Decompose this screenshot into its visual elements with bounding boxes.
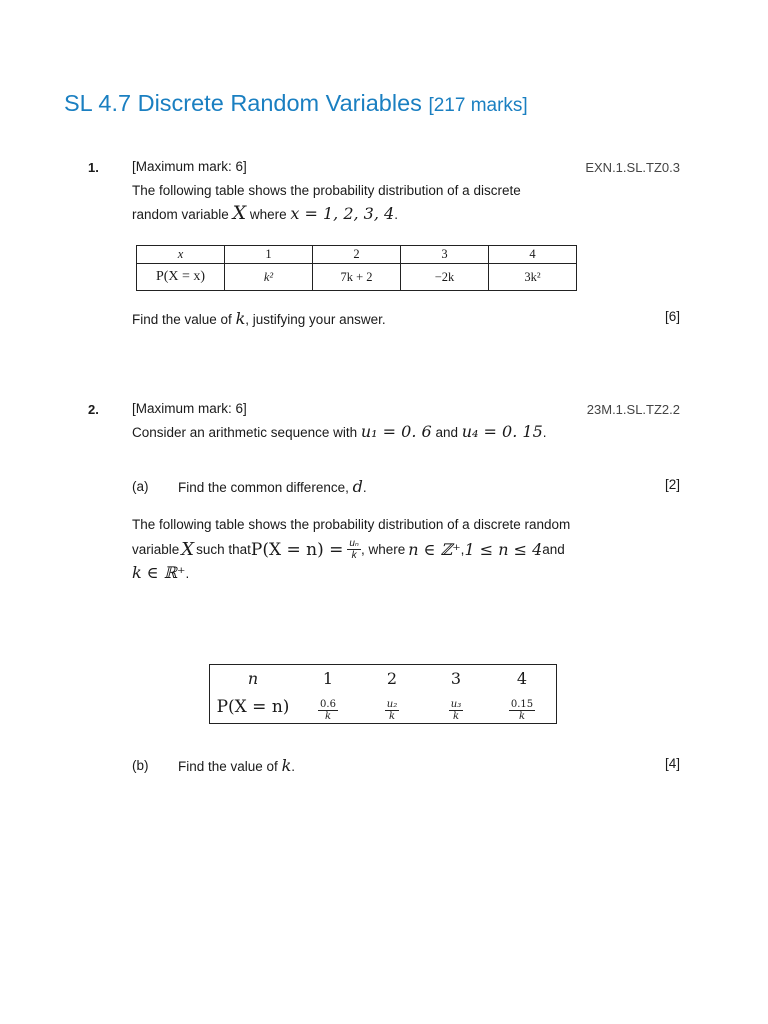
- fraction-numerator: u₃: [450, 699, 462, 710]
- table-cell: [360, 691, 424, 724]
- page-title: [64, 90, 528, 117]
- part-b-end: .: [291, 759, 296, 774]
- q2-para-comma: ,: [460, 541, 465, 557]
- table-cell: 2: [386, 668, 398, 688]
- q1-line2-end: .: [394, 207, 398, 222]
- part-a-prefix: Find the common difference,: [178, 480, 353, 495]
- table-row: [210, 691, 557, 724]
- q2-para-and: and: [542, 541, 565, 557]
- cell-fraction: [385, 699, 399, 722]
- q1-line2-mid: where: [246, 207, 291, 222]
- table-row: [137, 264, 577, 291]
- q2-intro-end: .: [542, 425, 547, 440]
- q1-task-var: k: [235, 309, 246, 328]
- table-cell: 7k + 2: [313, 264, 401, 291]
- q1-task-prefix: Find the value of: [132, 312, 236, 327]
- part-a-label: (a): [132, 479, 149, 494]
- question-1-number: 1.: [88, 160, 99, 175]
- fraction-numerator: u₂: [386, 699, 398, 710]
- q2-u1: u₁ = 0. 6: [360, 422, 432, 441]
- q2-para-mid: such that: [196, 541, 251, 557]
- title-main: SL 4.7 Discrete Random Variables: [64, 90, 422, 116]
- table-cell: 1: [322, 668, 334, 688]
- part-b-var: k: [281, 756, 292, 775]
- q2-k-condition: k ∈ ℝ⁺: [132, 563, 186, 582]
- question-2-number: 2.: [88, 402, 99, 417]
- q2-intro-and: and: [431, 425, 462, 440]
- question-1-line2: [132, 203, 398, 225]
- table-row: [210, 665, 557, 692]
- question-2-code: 23M.1.SL.TZ2.2: [586, 402, 680, 417]
- question-2-intro: [132, 422, 547, 443]
- q2-intro-prefix: Consider an arithmetic sequence with: [132, 425, 361, 440]
- question-1-line1: The following table shows the probability distribution of a discrete: [132, 183, 521, 198]
- fraction-numerator: 0.15: [510, 699, 534, 710]
- table-cell: P(X = x): [137, 264, 225, 291]
- table-cell: [488, 691, 557, 724]
- fraction-denominator: k: [388, 711, 396, 722]
- cell-fraction: [449, 699, 463, 722]
- q1-line2-prefix: random variable: [132, 207, 233, 222]
- part-a-marks: [2]: [664, 477, 680, 492]
- table-cell: 4: [489, 246, 577, 264]
- q2-para-line1: The following table shows the probability distribution of a discrete random: [132, 517, 571, 532]
- q2-u4: u₄ = 0. 15: [461, 422, 543, 441]
- q2-para-line3: [132, 563, 189, 584]
- part-a-question: [178, 477, 367, 498]
- table-cell: −2k: [401, 264, 489, 291]
- title-marks: [217 marks]: [428, 95, 528, 116]
- table-cell: 1: [225, 246, 313, 264]
- q2-distribution-table: [209, 664, 557, 724]
- part-b-prefix: Find the value of: [178, 759, 282, 774]
- table-cell: n: [247, 668, 259, 688]
- fraction-denominator: k: [324, 711, 332, 722]
- table-cell: 4: [516, 668, 528, 688]
- table-cell: P(X = n): [216, 697, 290, 717]
- table-cell: x: [137, 246, 225, 264]
- q2-para-var: X: [181, 538, 195, 560]
- fraction-numerator: uₙ: [349, 538, 359, 549]
- fraction-denominator: k: [518, 711, 526, 722]
- part-b-label: (b): [132, 758, 149, 773]
- table-cell: [424, 691, 488, 724]
- table-cell: 3: [450, 668, 462, 688]
- q2-para-fraction: [347, 538, 361, 561]
- cell-fraction: [509, 699, 535, 722]
- table-cell: 3: [401, 246, 489, 264]
- q2-para-prob: P(X = n) =: [250, 539, 344, 560]
- table-cell: 3k²: [489, 264, 577, 291]
- part-b-marks: [4]: [664, 756, 680, 771]
- q1-x-values: x = 1, 2, 3, 4: [290, 204, 395, 223]
- question-2-max-mark: [Maximum mark: 6]: [132, 401, 247, 416]
- q2-para-line3-end: .: [185, 566, 190, 581]
- question-1-max-mark: [Maximum mark: 6]: [132, 159, 247, 174]
- fraction-denominator: k: [452, 711, 460, 722]
- question-1-task: [132, 309, 386, 330]
- part-b-question: [178, 756, 295, 777]
- fraction-numerator: 0.6: [320, 699, 336, 710]
- q2-para-line2: [132, 538, 565, 561]
- q1-var-x: X: [232, 202, 247, 224]
- question-1-marks: [6]: [664, 309, 680, 324]
- fraction-denominator: k: [351, 550, 357, 561]
- part-a-var: d: [352, 477, 363, 496]
- question-1-code: EXN.1.SL.TZ0.3: [585, 160, 680, 175]
- q2-para-cond2: 1 ≤ n ≤ 4: [464, 539, 543, 559]
- cell-fraction: [318, 699, 338, 722]
- table-cell: 2: [313, 246, 401, 264]
- q1-task-suffix: , justifying your answer.: [245, 312, 386, 327]
- table-row: [137, 246, 577, 264]
- part-a-end: .: [362, 480, 367, 495]
- q2-para-where: , where: [360, 541, 406, 557]
- q2-para-prefix: variable: [132, 541, 180, 557]
- q2-para-cond1: n ∈ ℤ⁺: [408, 539, 461, 559]
- q1-distribution-table: [136, 245, 577, 291]
- table-cell: [296, 691, 360, 724]
- table-cell: k²: [225, 264, 313, 291]
